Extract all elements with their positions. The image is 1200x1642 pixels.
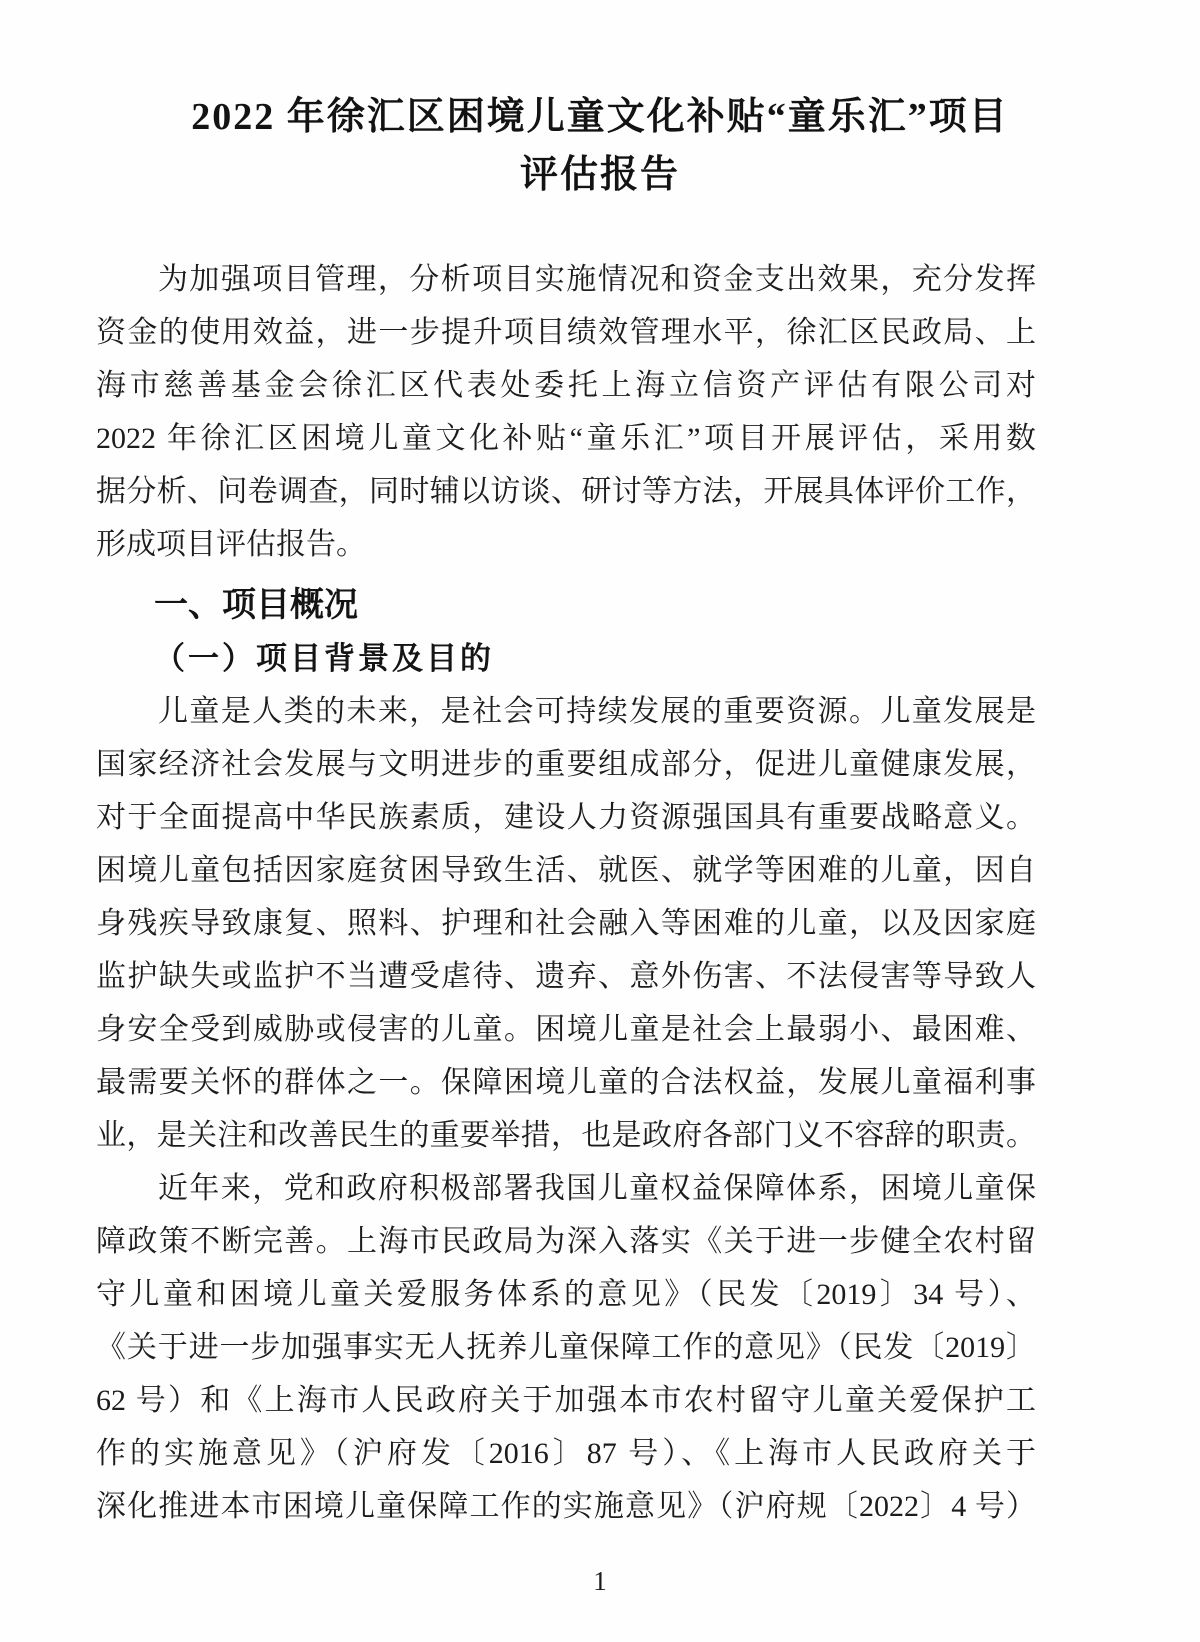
text-line: 身安全受到威胁或侵害的儿童。困境儿童是社会上最弱小、最困难、 [96,1013,1036,1046]
text-line: 为加强项目管理，分析项目实施情况和资金支出效果，充分发挥 [158,263,1036,296]
text-line: 海市慈善基金会徐汇区代表处委托上海立信资产评估有限公司对 [96,369,1036,402]
text-line: 对于全面提高中华民族素质，建设人力资源强国具有重要战略意义。 [96,801,1036,834]
title-line-1: 2022 年徐汇区困境儿童文化补贴“童乐汇”项目 [191,96,1009,138]
section-heading-project-overview: 一、项目概况 [154,587,358,624]
paragraph-intro [96,253,1036,571]
text-line: 据分析、问卷调查，同时辅以访谈、研讨等方法，开展具体评价工作， [96,475,1036,508]
text-line: 儿童是人类的未来，是社会可持续发展的重要资源。儿童发展是 [158,695,1036,728]
text-line: 守儿童和困境儿童关爱服务体系的意见》（民发〔2019〕34 号）、 [96,1278,1036,1311]
text-line: 形成项目评估报告。 [96,528,366,561]
text-line: 身残疾导致康复、照料、护理和社会融入等困难的儿童，以及因家庭 [96,907,1036,940]
text-line: 62 号）和《上海市人民政府关于加强本市农村留守儿童关爱保护工 [96,1384,1036,1417]
text-line: 《关于进一步加强事实无人抚养儿童保障工作的意见》（民发〔2019〕 [96,1331,1036,1364]
text-line: 国家经济社会发展与文明进步的重要组成部分，促进儿童健康发展， [96,748,1036,781]
paragraph-policy [96,1162,1036,1533]
paragraph-background [96,685,1036,1162]
text-line: 障政策不断完善。上海市民政局为深入落实《关于进一步健全农村留 [96,1225,1036,1258]
document-body [96,253,1036,1533]
text-line: 困境儿童包括因家庭贫困导致生活、就医、就学等困难的儿童，因自 [96,854,1036,887]
text-line: 最需要关怀的群体之一。保障困境儿童的合法权益，发展儿童福利事 [96,1066,1036,1099]
subsection-heading-background-purpose: （一）项目背景及目的 [154,641,494,676]
text-line: 业，是关注和改善民生的重要举措，也是政府各部门义不容辞的职责。 [96,1119,1036,1152]
page-number: 1 [593,1566,607,1596]
text-line: 作的实施意见》（沪府发〔2016〕87 号）、《上海市人民政府关于 [96,1437,1036,1470]
document-title [0,88,1200,204]
text-line: 深化推进本市困境儿童保障工作的实施意见》（沪府规〔2022〕4 号） [96,1490,1036,1523]
title-line-2: 评估报告 [519,154,680,196]
text-line: 资金的使用效益，进一步提升项目绩效管理水平，徐汇区民政局、上 [96,316,1036,349]
text-line: 近年来，党和政府积极部署我国儿童权益保障体系，困境儿童保 [158,1172,1036,1205]
text-line: 2022 年徐汇区困境儿童文化补贴“童乐汇”项目开展评估，采用数 [96,422,1036,455]
text-line: 监护缺失或监护不当遭受虐待、遗弃、意外伤害、不法侵害等导致人 [96,960,1036,993]
